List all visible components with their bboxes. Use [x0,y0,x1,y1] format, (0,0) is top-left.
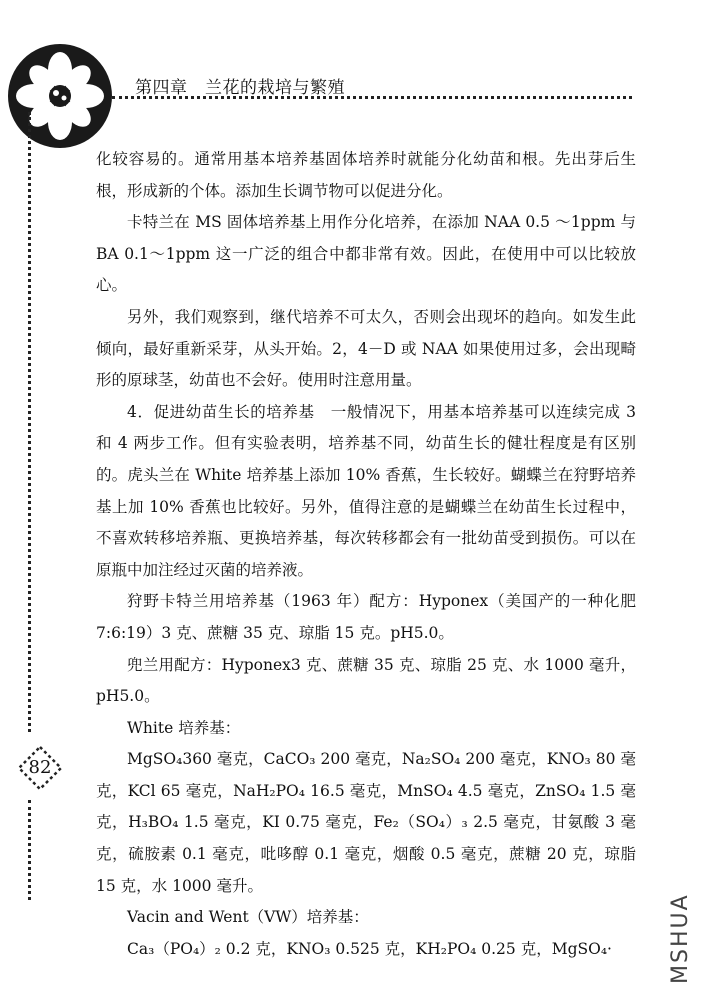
side-border-lower [28,800,31,900]
section-label: White 培养基： [127,718,241,737]
paragraph: 兜兰用配方：Hyponex3 克、蔗糖 35 克、琼脂 25 克、水 1000 毫升，pH5.0。 [96,655,636,706]
side-border-upper [28,112,31,732]
chapter-title: 第四章 兰花的栽培与繁殖 [135,78,345,98]
body-text [96,144,636,965]
paragraph: 4．促进幼苗生长的培养基 一般情况下，用基本培养基可以连续完成 3 和 4 两步工作。但有实验表明，培养基不同，幼苗生长的健壮程度是有区别的。虎头兰在 White 培养基上添加 10% 香蕉，生长较好。蝴蝶兰在狩野培养基上加 10% 香蕉也比较好。另外，值得注意的是蝴蝶兰在幼苗生长过程中，不喜欢转移培养瓶、更换培养基，每次转移都会有一批幼苗受到损伤。可以在原瓶中加注经过灭菌的培养液。 [96,402,636,579]
page-number: 82 [28,757,52,778]
paragraph: MgSO₄360 毫克，CaCO₃ 200 毫克，Na₂SO₄ 200 毫克，KNO₃ 80 毫克，KCl 65 毫克，NaH₂PO₄ 16.5 毫克，MnSO₄ 4.5 毫克，ZnSO₄ 1.5 毫克，H₃BO₄ 1.5 毫克，KI 0.75 毫克，Fe₂（SO₄）₃ 2.5 毫克，甘氨酸 3 毫克，硫胺素 0.1 毫克，吡哆醇 0.1 毫克，烟酸 0.5 毫克，蔗糖 20 克，琼脂 15 克，水 1000 毫升。 [96,750,636,895]
header-rule [112,96,632,99]
paragraph: Ca₃（PO₄）₂ 0.2 克，KNO₃ 0.525 克，KH₂PO₄ 0.25 克，MgSO₄· [127,939,612,958]
paragraph: 化较容易的。通常用基本培养基固体培养时就能分化幼苗和根。先出芽后生根，形成新的个体。添加生长调节物可以促进分化。 [96,150,636,200]
watermark: MSHUA [668,893,693,984]
paragraph: 另外，我们观察到，继代培养不可太久，否则会出现坏的趋向。如发生此倾向，最好重新采芽，从头开始。2，4－D 或 NAA 如果使用过多，会出现畸形的原球茎，幼苗也不会好。使用时注意用量。 [96,307,636,390]
flower-icon [4,40,116,152]
section-label: Vacin and Went（VW）培养基： [127,908,369,927]
paragraph: 狩野卡特兰用培养基（1963 年）配方：Hyponex（美国产的一种化肥 7:6:19）3 克、蔗糖 35 克、琼脂 15 克。pH5.0。 [96,592,636,642]
paragraph: 卡特兰在 MS 固体培养基上用作分化培养，在添加 NAA 0.5 ～1ppm 与 BA 0.1～1ppm 这一广泛的组合中都非常有效。因此，在使用中可以比较放心。 [96,213,636,295]
